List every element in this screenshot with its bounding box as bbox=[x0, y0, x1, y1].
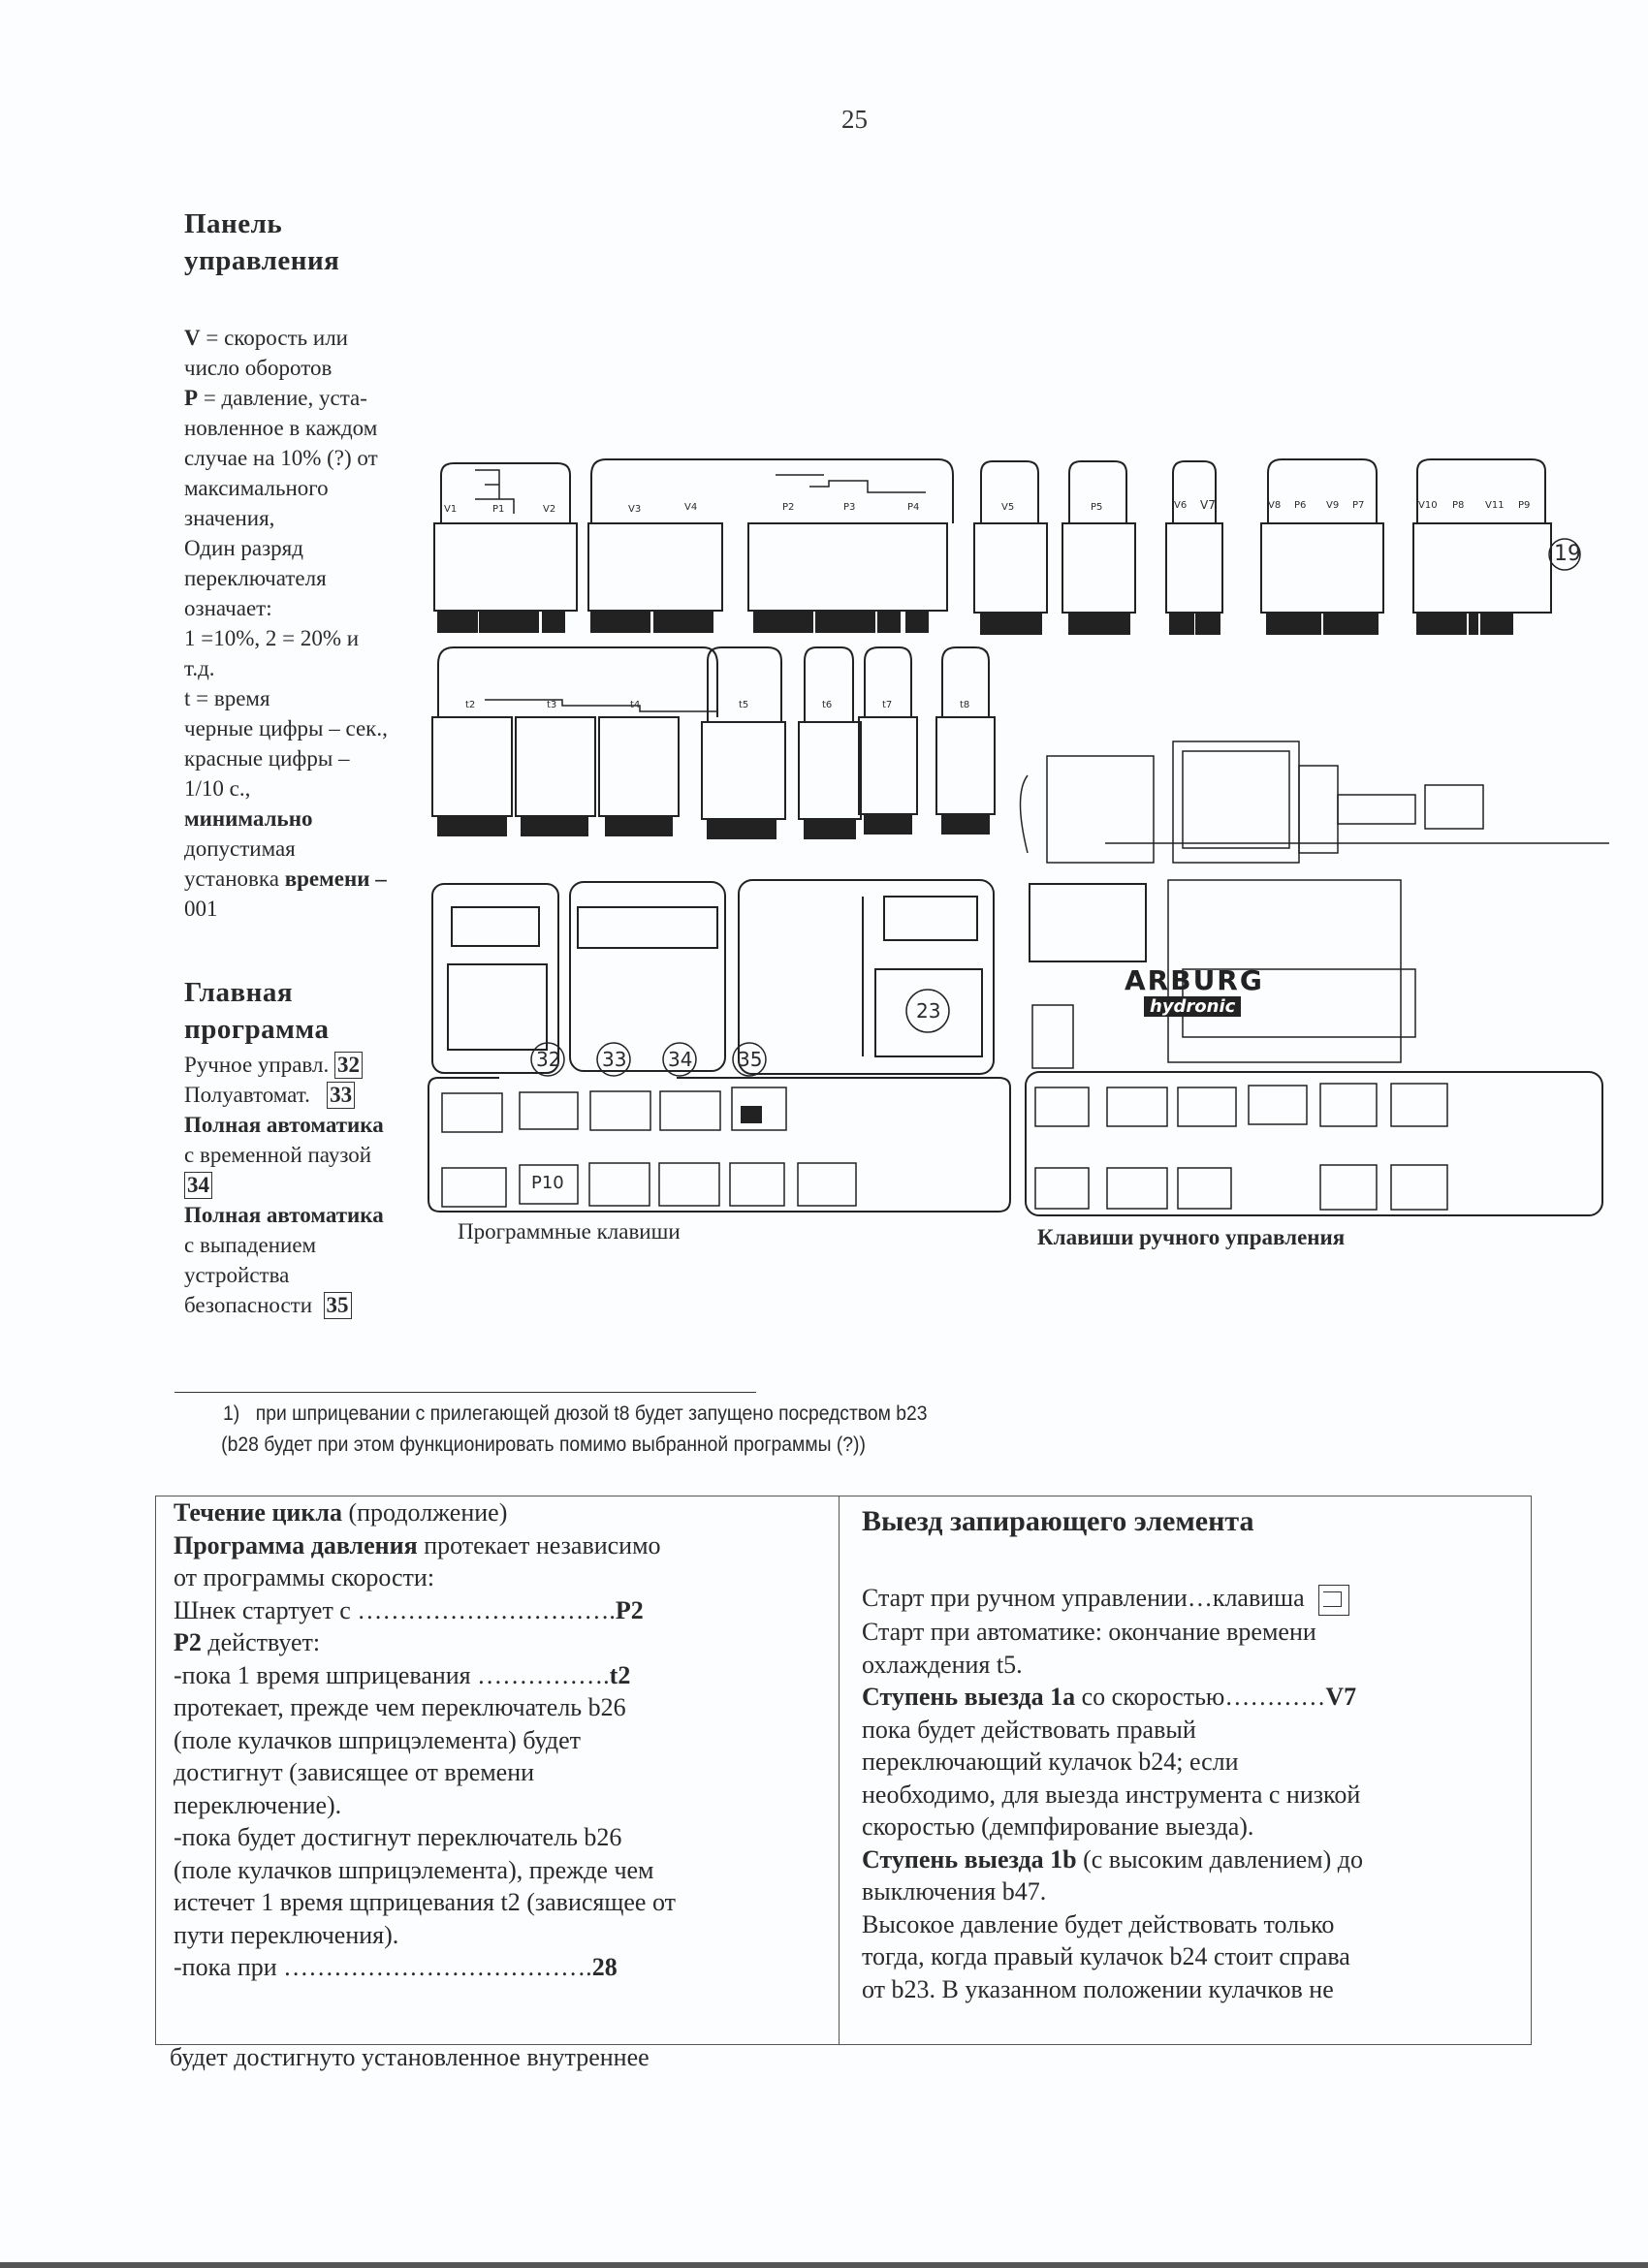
legend-line: t = время bbox=[184, 686, 270, 710]
machine-schematic bbox=[1021, 741, 1610, 1068]
arburg-hydronic-logo: ARBURG hydronic bbox=[1125, 964, 1264, 1017]
callout-19: 19 bbox=[1554, 542, 1581, 566]
label-t7: t7 bbox=[882, 700, 893, 710]
control-panel-diagram bbox=[427, 446, 1619, 1270]
program-full-pause: Полная автоматика bbox=[184, 1113, 384, 1137]
line: -пока будет достигнут переключатель b26 bbox=[174, 1823, 622, 1851]
label-p5: P5 bbox=[1091, 502, 1103, 513]
section-heading: Выезд запирающего элемента bbox=[862, 1505, 1254, 1537]
footnote-rule bbox=[174, 1392, 756, 1393]
line: истечет 1 время щприцевания t2 (зависящее от bbox=[174, 1888, 676, 1916]
line: Шнек стартует с ………………………….P2 bbox=[174, 1595, 644, 1624]
legend-line: значения, bbox=[184, 506, 275, 530]
line: (поле кулачков шприцэлемента), прежде чем bbox=[174, 1855, 654, 1884]
line: Программа давления протекает независимо bbox=[174, 1530, 661, 1559]
label-p2: P2 bbox=[782, 502, 795, 513]
label-t2: t2 bbox=[465, 700, 476, 710]
legend-line: установка времени – bbox=[184, 866, 387, 891]
line: пока будет действовать правый bbox=[862, 1715, 1196, 1744]
mold-open-key-icon bbox=[1318, 1585, 1349, 1616]
callout-33: 33 bbox=[602, 1048, 627, 1071]
line: протекает, прежде чем переключатель b26 bbox=[174, 1693, 626, 1721]
callout-34: 34 bbox=[668, 1048, 693, 1071]
line: (поле кулачков шприцэлемента) будет bbox=[174, 1725, 581, 1754]
legend-line: новленное в каждом bbox=[184, 416, 378, 440]
label-v8: V8 bbox=[1268, 500, 1282, 511]
label-t6: t6 bbox=[822, 700, 833, 710]
line: P2 действует: bbox=[174, 1628, 321, 1656]
line: -пока 1 время шприцевания …………….t2 bbox=[174, 1660, 631, 1689]
content-table bbox=[155, 1496, 1532, 2045]
footnote: 1) при шприцевании с прилегающей дюзой t8 будет запущено посредством b23 (b28 будет при этом функционировать помимо выбранной программы (?)) bbox=[221, 1402, 928, 1456]
legend-line: максимального bbox=[184, 476, 329, 500]
line: охлаждения t5. bbox=[862, 1650, 1023, 1679]
line: переключающий кулачок b24; если bbox=[862, 1748, 1239, 1777]
legend-line: т.д. bbox=[184, 656, 215, 680]
label-v6: V6 bbox=[1174, 500, 1188, 511]
label-t5: t5 bbox=[739, 700, 749, 710]
legend-line: число оборотов bbox=[184, 356, 333, 380]
label-p8: P8 bbox=[1452, 500, 1465, 511]
line: переключение). bbox=[174, 1790, 342, 1819]
mold-opening-column bbox=[862, 1496, 1521, 2005]
program-full-safety-desc: с выпадением bbox=[184, 1233, 317, 1257]
line: -пока при ……………………………….28 bbox=[174, 1953, 618, 1981]
callout-23: 23 bbox=[916, 999, 941, 1023]
legend-line: P = давление, уста- bbox=[184, 386, 367, 410]
program-manual: Ручное управл. 32 bbox=[184, 1050, 436, 1080]
line: Старт при автоматике: окончание времени bbox=[862, 1618, 1316, 1647]
label-v10: V10 bbox=[1418, 500, 1438, 511]
page-number: 25 bbox=[841, 105, 868, 134]
line: Течение цикла (продолжение) bbox=[174, 1498, 508, 1527]
label-p9: P9 bbox=[1518, 500, 1531, 511]
legend-line: V = скорость или bbox=[184, 326, 348, 350]
label-p6: P6 bbox=[1294, 500, 1307, 511]
main-program-block bbox=[184, 974, 436, 1320]
program-full-safety-desc: безопасности 35 bbox=[184, 1290, 436, 1320]
manual-keys-caption: Клавиши ручного управления bbox=[1037, 1225, 1346, 1249]
legend-line: переключателя bbox=[184, 566, 327, 590]
label-t8: t8 bbox=[960, 700, 970, 710]
line: Ступень выезда 1а со скоростью…………V7 bbox=[862, 1683, 1357, 1712]
callout-35: 35 bbox=[738, 1048, 763, 1071]
label-p4: P4 bbox=[907, 502, 920, 513]
legend-line: красные цифры – bbox=[184, 746, 350, 771]
label-v2: V2 bbox=[543, 504, 556, 515]
continued-line: будет достигнуто установленное внутреннее bbox=[170, 2043, 650, 2071]
label-p7: P7 bbox=[1352, 500, 1365, 511]
line: от программы скорости: bbox=[174, 1563, 435, 1591]
line: тогда, когда правый кулачок b24 стоит справа bbox=[862, 1942, 1350, 1971]
program-number-badge: 34 bbox=[184, 1172, 212, 1199]
line: Старт при ручном управлении…клавиша bbox=[862, 1582, 1521, 1616]
key-p10[interactable]: P10 bbox=[531, 1173, 564, 1193]
legend-line: 001 bbox=[184, 897, 218, 921]
main-program-title: Главная программа bbox=[184, 977, 330, 1045]
legend-line: случае на 10% (?) от bbox=[184, 446, 378, 470]
legend-line: минимально bbox=[184, 806, 313, 831]
label-v7: V7 bbox=[1200, 498, 1216, 512]
label-v5: V5 bbox=[1001, 502, 1015, 513]
program-number-badge: 35 bbox=[324, 1292, 352, 1319]
label-v1: V1 bbox=[444, 504, 458, 515]
label-v4: V4 bbox=[684, 502, 698, 513]
line: пути переключения). bbox=[174, 1920, 399, 1949]
label-v11: V11 bbox=[1485, 500, 1505, 511]
label-v3: V3 bbox=[628, 504, 642, 515]
legend-line: допустимая bbox=[184, 836, 296, 861]
panel-title: Панель управления bbox=[184, 208, 340, 276]
program-full-pause-num bbox=[184, 1170, 436, 1200]
legend-line: 1/10 с., bbox=[184, 776, 251, 801]
label-t3: t3 bbox=[547, 700, 557, 710]
sidebar-legend bbox=[184, 205, 427, 279]
legend-line: означает: bbox=[184, 596, 272, 620]
line: выключения b47. bbox=[862, 1877, 1047, 1906]
legend-line: черные цифры – сек., bbox=[184, 716, 388, 740]
line: необходимо, для выезда инструмента с низкой bbox=[862, 1780, 1361, 1809]
line: Высокое давление будет действовать только bbox=[862, 1909, 1335, 1938]
line: скоростью (демпфирование выезда). bbox=[862, 1812, 1254, 1842]
line: достигнут (зависящее от времени bbox=[174, 1758, 535, 1786]
legend-line: Один разряд bbox=[184, 536, 303, 560]
scan-edge bbox=[0, 2262, 1648, 2268]
program-full-pause-desc: с временной паузой bbox=[184, 1143, 372, 1167]
manual-keys-panel bbox=[1026, 1072, 1602, 1215]
program-full-safety-desc: устройства bbox=[184, 1263, 290, 1287]
legend-block bbox=[184, 323, 436, 924]
label-t4: t4 bbox=[630, 700, 641, 710]
cycle-flow-column bbox=[174, 1496, 842, 1984]
program-semi: Полуавтомат. 33 bbox=[184, 1080, 436, 1110]
row1-modules bbox=[434, 459, 1580, 634]
legend-line: 1 =10%, 2 = 20% и bbox=[184, 626, 360, 650]
callout-32: 32 bbox=[536, 1048, 561, 1071]
program-number-badge: 33 bbox=[327, 1082, 355, 1109]
label-p3: P3 bbox=[843, 502, 856, 513]
program-number-badge: 32 bbox=[334, 1052, 363, 1079]
label-p1: P1 bbox=[492, 504, 505, 515]
row2-modules bbox=[432, 647, 995, 838]
line: Ступень выезда 1b (с высоким давлением) до bbox=[862, 1844, 1364, 1874]
program-full-safety: Полная автоматика bbox=[184, 1203, 384, 1227]
line: от b23. В указанном положении кулачков не bbox=[862, 1974, 1334, 2003]
program-keys-caption: Программные клавиши bbox=[458, 1219, 681, 1244]
label-v9: V9 bbox=[1326, 500, 1340, 511]
